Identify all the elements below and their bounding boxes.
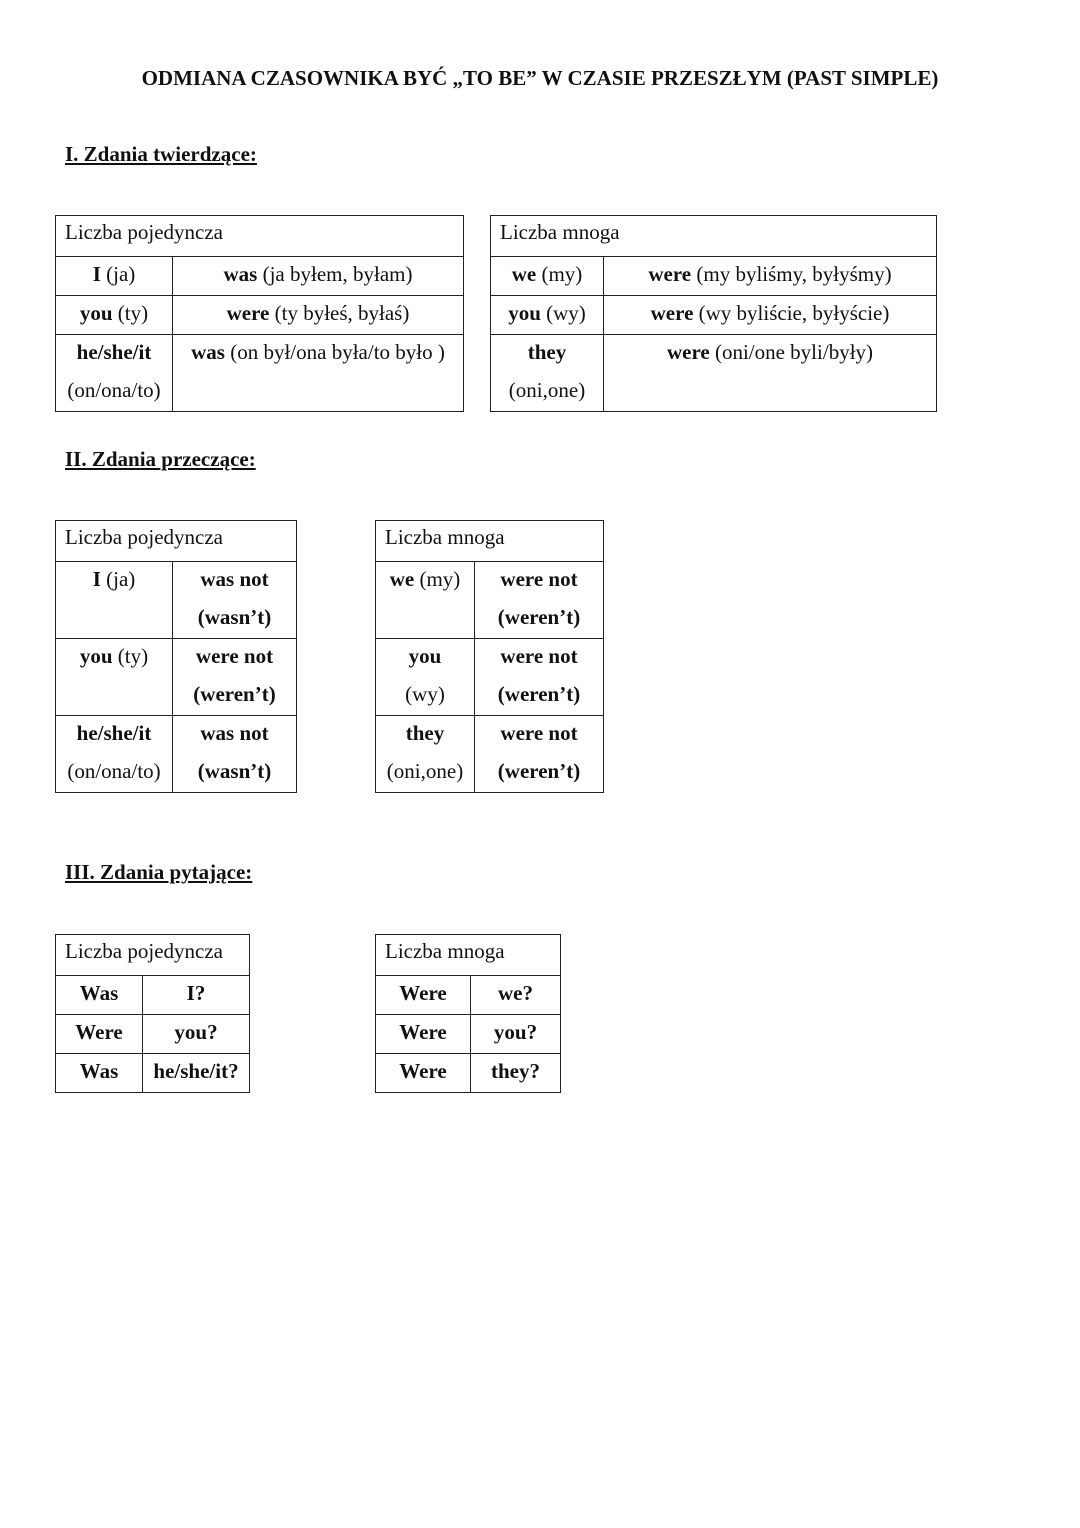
cell-line [56, 562, 172, 600]
pronoun-cell [376, 639, 475, 716]
verb-cell [173, 296, 464, 335]
cell-line [56, 754, 172, 792]
regular-text: (oni/one byli/były) [709, 340, 874, 364]
cell-line [173, 754, 296, 792]
question-singular-table [55, 934, 250, 1093]
table-row [56, 639, 297, 716]
bold-text: were [650, 301, 694, 325]
table-row [376, 976, 561, 1015]
cell-line [56, 1015, 142, 1053]
bold-text: you [79, 644, 113, 668]
pronoun-cell [491, 335, 604, 412]
cell-line [56, 716, 172, 754]
pronoun-cell [56, 335, 173, 412]
cell-line [56, 1054, 142, 1092]
bold-text: was [191, 340, 225, 364]
verb-cell [604, 257, 937, 296]
cell-line [491, 373, 603, 411]
cell-line [475, 677, 603, 715]
bold-text: I? [186, 981, 206, 1005]
table-row [56, 257, 464, 296]
cell-line [475, 716, 603, 754]
table-row [376, 639, 604, 716]
cell-line [56, 639, 172, 677]
table-header: Liczba pojedyncza [56, 216, 464, 257]
table-header: Liczba pojedyncza [56, 935, 250, 976]
regular-text: (on/ona/to) [67, 759, 161, 783]
table-row [491, 257, 937, 296]
bold-text: we [511, 262, 537, 286]
table-row [56, 335, 464, 412]
bold-text: were [648, 262, 692, 286]
cell-line [376, 754, 474, 792]
bold-text: was not [200, 567, 269, 591]
cell-line [376, 976, 470, 1014]
regular-text: (wy byliście, byłyście) [693, 301, 890, 325]
pronoun-cell [56, 976, 143, 1015]
cell-line [471, 1054, 560, 1092]
pronoun-cell [56, 562, 173, 639]
table-row [56, 1015, 250, 1054]
table-header: Liczba mnoga [376, 935, 561, 976]
cell-line [475, 600, 603, 638]
cell-line [475, 754, 603, 792]
regular-text: (my) [414, 567, 461, 591]
regular-text: (ja byłem, byłam) [257, 262, 413, 286]
cell-line [491, 296, 603, 334]
pronoun-cell [56, 639, 173, 716]
regular-text: (ty) [112, 301, 149, 325]
cell-line [376, 639, 474, 677]
bold-text: you [408, 644, 442, 668]
cell-line [491, 257, 603, 295]
bold-text: Were [399, 1020, 447, 1044]
bold-text: (weren’t) [193, 682, 276, 706]
bold-text: were not [500, 721, 578, 745]
verb-cell [173, 335, 464, 412]
cell-line [475, 639, 603, 677]
regular-text: (on/ona/to) [67, 378, 161, 402]
regular-text: (oni,one) [386, 759, 464, 783]
cell-line [173, 600, 296, 638]
bold-text: you? [493, 1020, 538, 1044]
bold-text: he/she/it [76, 721, 152, 745]
table-row [56, 716, 297, 793]
bold-text: (weren’t) [497, 759, 581, 783]
bold-text: Were [399, 1059, 447, 1083]
table-row [56, 296, 464, 335]
pronoun-cell [376, 562, 475, 639]
table-row [376, 1054, 561, 1093]
table-row [491, 296, 937, 335]
regular-text: (on był/ona była/to było ) [224, 340, 445, 364]
cell-line [56, 257, 172, 295]
bold-text: were not [500, 567, 578, 591]
bold-text: he/she/it [76, 340, 152, 364]
affirmative-plural-table [490, 215, 937, 412]
regular-text: (wy) [405, 682, 445, 706]
table-row [56, 976, 250, 1015]
table-row [56, 1054, 250, 1093]
pronoun-cell [491, 257, 604, 296]
cell-line [376, 1015, 470, 1053]
regular-text: (oni,one) [508, 378, 586, 402]
cell-line [173, 639, 296, 677]
cell-line [56, 296, 172, 334]
table-header: Liczba mnoga [491, 216, 937, 257]
bold-text: (wasn’t) [197, 605, 272, 629]
bold-text: were not [500, 644, 578, 668]
pronoun-cell [376, 1015, 471, 1054]
cell-line [475, 562, 603, 600]
cell-line [56, 335, 172, 373]
bold-text: they [405, 721, 445, 745]
verb-cell [143, 976, 250, 1015]
cell-line [376, 677, 474, 715]
cell-line [56, 976, 142, 1014]
verb-cell [475, 716, 604, 793]
bold-text: Were [399, 981, 447, 1005]
pronoun-cell [376, 976, 471, 1015]
bold-text: Was [79, 1059, 119, 1083]
verb-cell [604, 335, 937, 412]
cell-line [604, 335, 936, 373]
cell-line [173, 716, 296, 754]
table-row [376, 716, 604, 793]
table-row [56, 562, 297, 639]
cell-line [491, 335, 603, 373]
bold-text: (wasn’t) [197, 759, 272, 783]
regular-text: (my byliśmy, byłyśmy) [691, 262, 892, 286]
regular-text: (ty) [112, 644, 149, 668]
regular-text: (ja) [100, 262, 136, 286]
pronoun-cell [56, 1015, 143, 1054]
bold-text: they [527, 340, 567, 364]
bold-text: (weren’t) [497, 605, 581, 629]
verb-cell [143, 1015, 250, 1054]
cell-line [376, 716, 474, 754]
regular-text: (wy) [540, 301, 586, 325]
verb-cell [475, 639, 604, 716]
bold-text: were not [195, 644, 274, 668]
cell-line [604, 296, 936, 334]
cell-line [173, 562, 296, 600]
regular-text: (ja) [100, 567, 136, 591]
bold-text: I [92, 567, 101, 591]
verb-cell [143, 1054, 250, 1093]
table-header: Liczba mnoga [376, 521, 604, 562]
cell-line [604, 257, 936, 295]
table-row [491, 335, 937, 412]
table-row [376, 562, 604, 639]
pronoun-cell [376, 1054, 471, 1093]
bold-text: was [223, 262, 258, 286]
affirmative-singular-table [55, 215, 464, 412]
cell-line [143, 1015, 249, 1053]
bold-text: we [389, 567, 415, 591]
table-row [376, 1015, 561, 1054]
section-heading-negative: II. Zdania przeczące: [65, 447, 256, 471]
pronoun-cell [56, 257, 173, 296]
regular-text: (my) [536, 262, 583, 286]
negative-plural-table [375, 520, 604, 793]
verb-cell [173, 639, 297, 716]
bold-text: we? [498, 981, 533, 1005]
section-heading-affirmative: I. Zdania twierdzące: [65, 142, 257, 166]
cell-line [173, 257, 463, 295]
regular-text: (ty byłeś, byłaś) [269, 301, 410, 325]
verb-cell [471, 1054, 561, 1093]
pronoun-cell [56, 1054, 143, 1093]
question-plural-table [375, 934, 561, 1093]
bold-text: he/she/it? [153, 1059, 239, 1083]
verb-cell [173, 716, 297, 793]
pronoun-cell [376, 716, 475, 793]
pronoun-cell [56, 296, 173, 335]
cell-line [471, 1015, 560, 1053]
bold-text: you? [174, 1020, 218, 1044]
verb-cell [604, 296, 937, 335]
bold-text: they? [491, 1059, 540, 1083]
pronoun-cell [56, 716, 173, 793]
bold-text: Was [79, 981, 119, 1005]
bold-text: you [79, 301, 113, 325]
section-heading-questions: III. Zdania pytające: [65, 860, 253, 884]
bold-text: I [92, 262, 101, 286]
page-title: ODMIANA CZASOWNIKA BYĆ „TO BE” W CZASIE PRZESZŁYM (PAST SIMPLE) [141, 66, 939, 90]
bold-text: you [508, 301, 541, 325]
bold-text: was not [200, 721, 269, 745]
cell-line [173, 335, 463, 373]
cell-line [376, 562, 474, 600]
cell-line [471, 976, 560, 1014]
cell-line [143, 976, 249, 1014]
table-header: Liczba pojedyncza [56, 521, 297, 562]
pronoun-cell [491, 296, 604, 335]
verb-cell [471, 1015, 561, 1054]
verb-cell [173, 257, 464, 296]
bold-text: were [226, 301, 270, 325]
cell-line [376, 1054, 470, 1092]
verb-cell [475, 562, 604, 639]
verb-cell [471, 976, 561, 1015]
cell-line [56, 373, 172, 411]
cell-line [173, 296, 463, 334]
cell-line [143, 1054, 249, 1092]
bold-text: were [666, 340, 710, 364]
cell-line [173, 677, 296, 715]
bold-text: Were [75, 1020, 123, 1044]
negative-singular-table [55, 520, 297, 793]
bold-text: (weren’t) [497, 682, 581, 706]
verb-cell [173, 562, 297, 639]
